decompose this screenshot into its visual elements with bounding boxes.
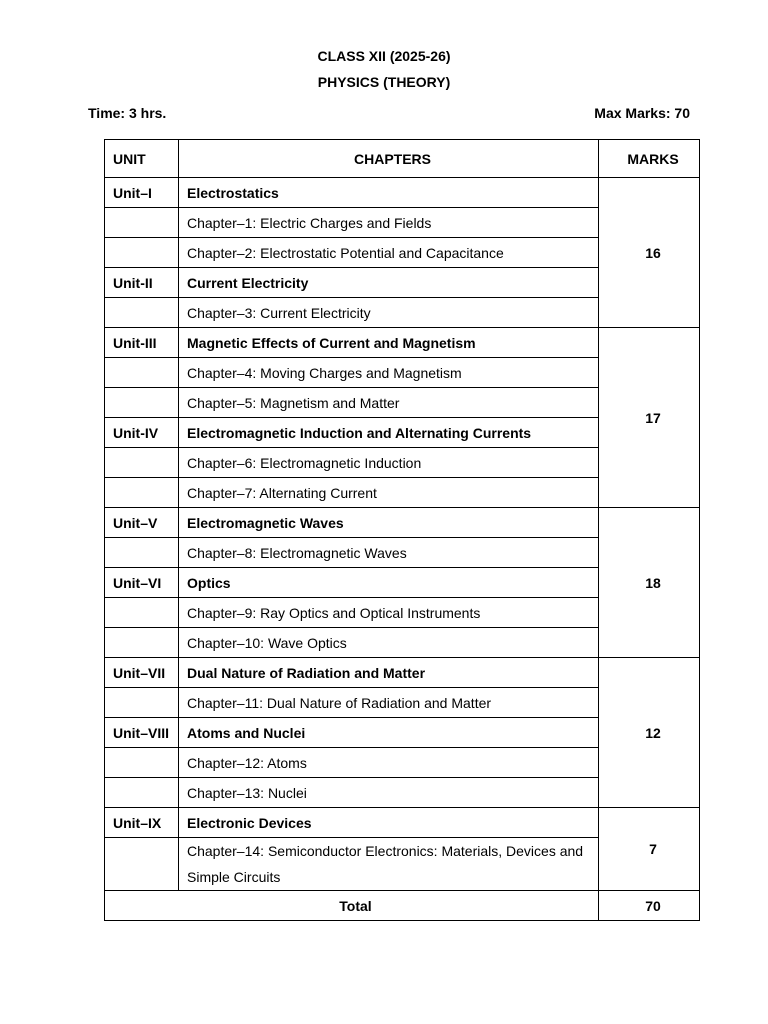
total-marks: 70 [599,891,700,921]
chapter-name: Chapter–13: Nuclei [179,778,599,808]
unit-name: Electromagnetic Waves [179,508,599,538]
unit-name: Electronic Devices [179,808,599,838]
unit-code: Unit–IX [105,808,179,838]
unit-marks: 17 [599,328,700,508]
unit-code-empty [105,598,179,628]
unit-code: Unit–V [105,508,179,538]
total-row [105,891,700,921]
document-title: CLASS XII (2025-26) [317,48,451,64]
unit-code-empty [105,538,179,568]
chapter-name: Chapter–5: Magnetism and Matter [179,388,599,418]
unit-marks: 18 [599,508,700,658]
unit-marks: 12 [599,658,700,808]
chapter-name: Chapter–14: Semiconductor Electronics: Materials, Devices and Simple Circuits [179,838,599,891]
max-marks: Max Marks: 70 [594,105,690,121]
unit-code: Unit-III [105,328,179,358]
chapter-name: Chapter–8: Electromagnetic Waves [179,538,599,568]
unit-name: Current Electricity [179,268,599,298]
unit-name: Optics [179,568,599,598]
chapter-name: Chapter–11: Dual Nature of Radiation and Matter [179,688,599,718]
header-unit: UNIT [105,140,179,178]
unit-code: Unit-IV [105,418,179,448]
chapter-name: Chapter–4: Moving Charges and Magnetism [179,358,599,388]
unit-code: Unit–I [105,178,179,208]
unit-code-empty [105,298,179,328]
chapter-name: Chapter–9: Ray Optics and Optical Instruments [179,598,599,628]
chapter-name: Chapter–12: Atoms [179,748,599,778]
unit-row [105,178,700,208]
unit-code-empty [105,688,179,718]
unit-code: Unit–VIII [105,718,179,748]
unit-code: Unit-II [105,268,179,298]
unit-name: Electromagnetic Induction and Alternating Currents [179,418,599,448]
chapter-name: Chapter–10: Wave Optics [179,628,599,658]
chapter-name: Chapter–6: Electromagnetic Induction [179,448,599,478]
unit-name: Atoms and Nuclei [179,718,599,748]
unit-code-empty [105,358,179,388]
unit-name: Electrostatics [179,178,599,208]
unit-code-empty [105,838,179,891]
header-chapters: CHAPTERS [179,140,599,178]
header-marks: MARKS [599,140,700,178]
unit-code-empty [105,208,179,238]
unit-row [105,658,700,688]
exam-time: Time: 3 hrs. [88,105,167,121]
syllabus-table [104,139,700,921]
unit-marks: 7 [599,808,700,891]
unit-row [105,508,700,538]
unit-code-empty [105,478,179,508]
unit-code-empty [105,448,179,478]
unit-code-empty [105,238,179,268]
unit-marks: 16 [599,178,700,328]
unit-code-empty [105,748,179,778]
unit-name: Dual Nature of Radiation and Matter [179,658,599,688]
unit-name: Magnetic Effects of Current and Magnetism [179,328,599,358]
chapter-name: Chapter–1: Electric Charges and Fields [179,208,599,238]
unit-code-empty [105,388,179,418]
unit-row [105,808,700,838]
unit-row [105,328,700,358]
chapter-name: Chapter–3: Current Electricity [179,298,599,328]
chapter-name: Chapter–2: Electrostatic Potential and Capacitance [179,238,599,268]
document-subtitle: PHYSICS (THEORY) [317,74,451,90]
table-header-row [105,140,700,178]
total-label: Total [105,891,599,921]
unit-code: Unit–VI [105,568,179,598]
unit-code-empty [105,628,179,658]
chapter-name: Chapter–7: Alternating Current [179,478,599,508]
unit-code: Unit–VII [105,658,179,688]
unit-code-empty [105,778,179,808]
